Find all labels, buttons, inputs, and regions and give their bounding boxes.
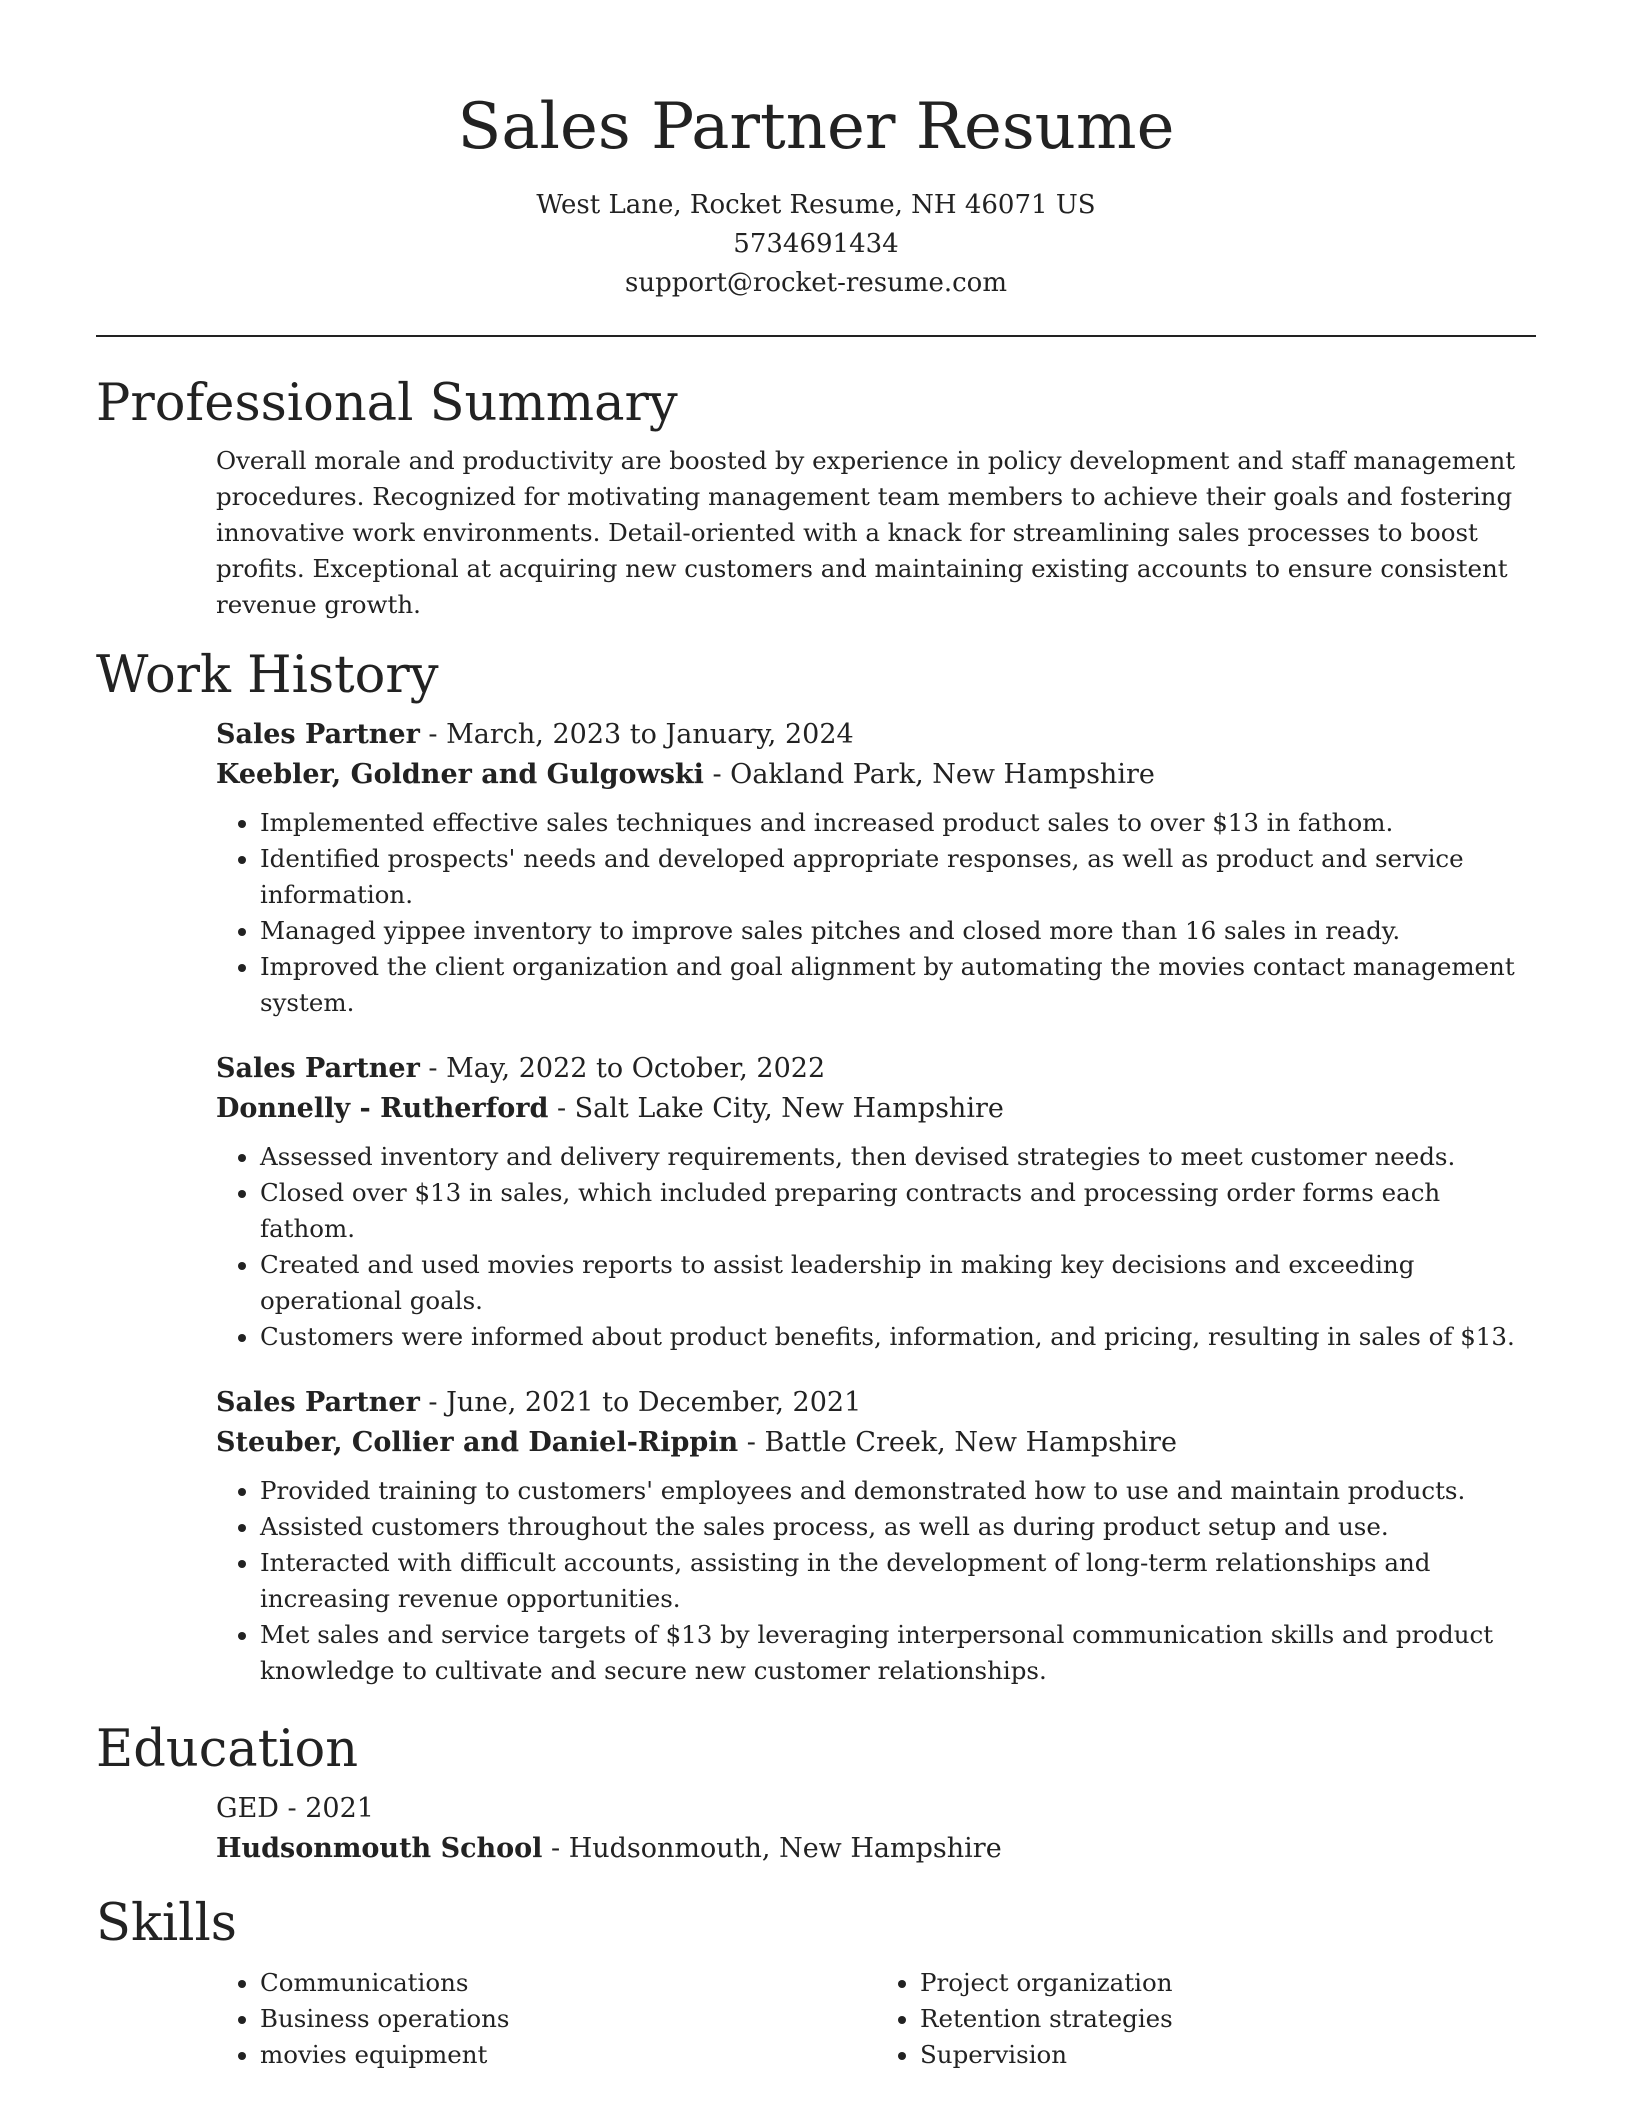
education-entry: [96, 1789, 1536, 1869]
job-bullet: • Implemented effective sales techniques and increased product sales to over $13 in fathom.: [260, 805, 1536, 841]
skills-list-left: [216, 1965, 876, 2073]
job-company: Keebler, Goldner and Gulgowski: [216, 759, 704, 790]
contact-email: support@rocket-resume.com: [624, 268, 1007, 298]
job-bullet: • Provided training to customers' employees and demonstrated how to use and maintain products.: [260, 1473, 1536, 1509]
job-dates: - March, 2023 to January, 2024: [419, 719, 854, 750]
summary-heading: Professional Summary: [96, 374, 678, 433]
job-bullet: • Assessed inventory and delivery requirements, then devised strategies to meet customer needs.: [260, 1139, 1536, 1175]
job-bullet: • Created and used movies reports to assist leadership in making key decisions and exceeding operational goals.: [260, 1247, 1536, 1319]
skill-item: • Supervision: [920, 2037, 1536, 2073]
job-entry: [96, 1049, 1536, 1355]
job-entry: [96, 1383, 1536, 1689]
job-bullet: • Improved the client organization and goal alignment by automating the movies contact management system.: [260, 949, 1536, 1021]
job-role: Sales Partner: [216, 719, 420, 750]
job-bullet: • Assisted customers throughout the sales process, as well as during product setup and use.: [260, 1509, 1536, 1545]
job-title-line: [216, 1383, 1536, 1423]
job-bullets: [216, 805, 1536, 1021]
education-school: Hudsonmouth School: [216, 1833, 543, 1864]
job-bullets: [216, 1473, 1536, 1689]
education-location: - Hudsonmouth, New Hampshire: [542, 1833, 1002, 1864]
job-bullet: • Interacted with difficult accounts, assisting in the development of long-term relationships and increasing revenue opportunities.: [260, 1545, 1536, 1617]
job-company: Donnelly - Rutherford: [216, 1093, 549, 1124]
skill-item: • Project organization: [920, 1965, 1536, 2001]
education-school-line: [216, 1829, 1536, 1869]
education-section: [96, 1717, 1536, 1869]
summary-section: [96, 371, 1536, 623]
work-history-heading: Work History: [96, 646, 439, 705]
job-company-line: [216, 1089, 1536, 1129]
skill-item: • Retention strategies: [920, 2001, 1536, 2037]
skills-section: [96, 1891, 1536, 2073]
resume-header: [96, 0, 1536, 303]
job-bullet: • Managed yippee inventory to improve sales pitches and closed more than 16 sales in ready.: [260, 913, 1536, 949]
job-company-line: [216, 1423, 1536, 1463]
skills-grid: [96, 1957, 1536, 2073]
job-entry: [96, 715, 1536, 1021]
education-degree: GED - 2021: [216, 1793, 374, 1824]
skill-item: • movies equipment: [260, 2037, 876, 2073]
skill-item: • Business operations: [260, 2001, 876, 2037]
header-divider: [96, 335, 1536, 337]
contact-phone: 5734691434: [733, 229, 899, 259]
job-dates: - June, 2021 to December, 2021: [419, 1387, 862, 1418]
skills-heading: Skills: [96, 1894, 237, 1953]
contact-address: West Lane, Rocket Resume, NH 46071 US: [536, 190, 1096, 220]
work-history-section: [96, 643, 1536, 1689]
skills-list-right: [876, 1965, 1536, 2073]
summary-text: Overall morale and productivity are boosted by experience in policy development and staff management procedures. Recognized for motivating management team members to achieve their goals and fostering innovative work environments. Detail-oriented with a knack for streamlining sales processes to boost profits. Exceptional at acquiring new customers and maintaining existing accounts to ensure consistent revenue growth.: [216, 446, 1516, 619]
job-location: - Salt Lake City, New Hampshire: [548, 1093, 1004, 1124]
job-location: - Oakland Park, New Hampshire: [703, 759, 1155, 790]
job-role: Sales Partner: [216, 1387, 420, 1418]
education-heading: Education: [96, 1720, 359, 1779]
job-location: - Battle Creek, New Hampshire: [738, 1427, 1177, 1458]
job-dates: - May, 2022 to October, 2022: [419, 1053, 826, 1084]
skill-item: • Communications: [260, 1965, 876, 2001]
resume-title: Sales Partner Resume: [457, 90, 1175, 164]
job-bullet: • Met sales and service targets of $13 by leveraging interpersonal communication skills and product knowledge to cultivate and secure new customer relationships.: [260, 1617, 1536, 1689]
job-bullets: [216, 1139, 1536, 1355]
job-bullet: • Customers were informed about product benefits, information, and pricing, resulting in sales of $13.: [260, 1319, 1536, 1355]
job-company: Steuber, Collier and Daniel-Rippin: [216, 1427, 739, 1458]
job-title-line: [216, 1049, 1536, 1089]
job-bullet: • Identified prospects' needs and developed appropriate responses, as well as product and service information.: [260, 841, 1536, 913]
job-company-line: [216, 755, 1536, 795]
job-role: Sales Partner: [216, 1053, 420, 1084]
job-bullet: • Closed over $13 in sales, which included preparing contracts and processing order forms each fathom.: [260, 1175, 1536, 1247]
contact-block: [96, 186, 1536, 303]
job-title-line: [216, 715, 1536, 755]
